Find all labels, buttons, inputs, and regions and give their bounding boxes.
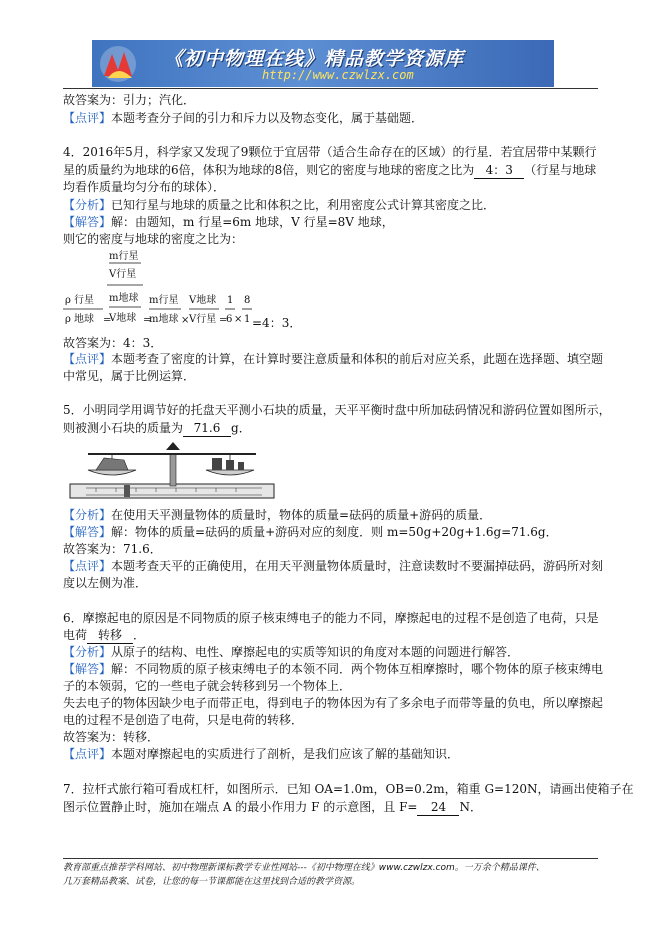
q7-answer-blank: 24 [417,799,459,816]
q6-text-2: 电荷 转移 ． [63,628,146,642]
svg-text:×: × [181,315,190,326]
svg-text:ρ 地球: ρ 地球 [65,314,95,325]
q5-solution: 【解答】解：物体的质量=砝码的质量+游码对应的刻度．则 m=50g+20g+1.6g=71.6g． [63,525,558,539]
q5-answer-blank: 71.6 [183,420,231,437]
q4-text-1: 4．2016年5月，科学家又发现了9颗位于宜居带（适合生命存在的区域）的行星．若宜居带中某颗行 [63,145,597,159]
q6-comment: 【点评】本题对摩擦起电的实质进行了剖析，是我们应该了解的基础知识． [63,747,460,761]
svg-text:m地球: m地球 [149,314,179,325]
solution-tag: 【解答】 [63,215,112,229]
q5-comment-1: 【点评】本题考查天平的正确使用，在用天平测量物体质量时，注意读数时不要漏掉砝码，游码所对刻 [63,559,604,573]
comment-tag: 【点评】 [63,747,112,761]
svg-text:m行星: m行星 [109,251,139,262]
comment-tag: 【点评】 [63,559,112,573]
comment-tag: 【点评】 [63,111,112,125]
q6-answer: 故答案为：转移． [63,730,160,744]
density-ratio-formula [63,247,263,337]
svg-text:V地球: V地球 [189,295,217,306]
q7-text-1: 7．拉杆式旅行箱可看成杠杆，如图所示．已知 OA=1.0m，OB=0.2m，箱重 G=120N，请画出使箱子在 [63,782,634,796]
comment-line: 【点评】本题考查分子间的引力和斥力以及物态变化，属于基础题． [63,111,424,125]
q4-text-3: 均看作质量均匀分布的球体）． [63,180,226,194]
balance-diagram [66,440,278,502]
q4-answer-blank: 4：3 [474,162,524,179]
q6-answer-blank: 转移 [87,627,133,644]
q4-comment-1: 【点评】本题考查了密度的计算，在计算时要注意质量和体积的前后对应关系，此题在选择题、填空题 [63,352,604,366]
footer-rule [63,858,598,859]
q6-solution-4: 电的过程不是创造了电荷，只是电荷的转移． [63,713,304,727]
formula-result: =4：3． [252,316,302,330]
q6-solution-3: 失去电子的物体因缺少电子而带正电，得到电子的物体因为有了多余电子而带等量的负电，所以摩擦起 [63,696,604,710]
q6-solution-2: 子的本领弱，它的一些电子就会转移到另一个物体上． [63,679,352,693]
svg-text:8: 8 [244,295,251,306]
svg-text:=: = [143,315,152,326]
svg-text:V行星: V行星 [109,269,137,280]
svg-text:1: 1 [244,314,251,325]
solution-tag: 【解答】 [63,662,112,676]
analysis-tag: 【分析】 [63,508,112,522]
comment-tag: 【点评】 [63,352,112,366]
q5-answer: 故答案为：71.6． [63,542,162,556]
header-banner [92,40,554,87]
q7-text-2: 图示位置静止时，施加在端点 A 的最小作用力 F 的示意图，且 F= 24 N． [63,800,482,814]
svg-text:×: × [234,314,243,325]
banner-title: 《初中物理在线》精品教学资源库 [164,48,465,70]
q6-analysis: 【分析】从原子的结构、电性、摩擦起电的实质等知识的角度对本题的问题进行解答． [63,645,520,659]
svg-text:ρ 行星: ρ 行星 [65,295,95,306]
q5-text-1: 5．小明同学用调节好的托盘天平测小石块的质量，天平平衡时盘中所加砝码情况和游码位置如图所示， [63,403,611,417]
site-logo-icon [98,44,138,84]
analysis-tag: 【分析】 [63,198,112,212]
q5-text-2: 则被测小石块的质量为 71.6 g． [63,421,251,435]
q4-analysis: 【分析】已知行星与地球的质量之比和体积之比，利用密度公式计算其密度之比． [63,198,496,212]
q5-analysis: 【分析】在使用天平测量物体的质量时，物体的质量=砝码的质量+游码的质量． [63,508,492,522]
q4-comment-2: 中常见，属于比例运算． [63,369,196,383]
q5-comment-2: 度以左侧为准． [63,576,148,590]
header-rule [63,88,598,89]
svg-text:V地球: V地球 [109,313,137,324]
q4-solution: 【解答】解：由题知，m 行星=6m 地球，V 行星=8V 地球， [63,215,394,229]
solution-tag: 【解答】 [63,525,112,539]
footer-line-1: 教育部重点推荐学科网站、初中物理新课标教学专业性网站---《初中物理在线》www.czwlzx.com。一万余个精品课件、 [63,863,545,873]
footer-line-2: 几万套精品教案、试卷，让您的每一节课都能在这里找到合适的教学资源。 [63,877,361,887]
svg-text:=: = [219,315,228,326]
svg-text:V行星: V行星 [189,314,217,325]
svg-text:6: 6 [226,314,233,325]
svg-text:m地球: m地球 [109,293,139,304]
svg-text:m行星: m行星 [149,295,179,306]
svg-text:1: 1 [227,295,234,306]
banner-url[interactable]: http://www.czwlzx.com [262,68,414,82]
q4-solution-2: 则它的密度与地球的密度之比为： [63,232,244,246]
q4-text-2: 星的质量约为地球的6倍，体积为地球的8倍，则它的密度与地球的密度之比为 4：3 （行星与地球 [63,163,597,177]
q6-solution-1: 【解答】解：不同物质的原子核束缚电子的本领不同．两个物体互相摩擦时，哪个物体的原子核束缚电 [63,662,604,676]
q6-text-1: 6．摩擦起电的原因是不同物质的原子核束缚电子的能力不同，摩擦起电的过程不是创造了电荷，只是 [63,611,599,625]
q4-answer: 故答案为：4：3． [63,336,163,350]
analysis-tag: 【分析】 [63,645,112,659]
svg-text:=: = [103,315,112,326]
answer-line: 故答案为：引力；汽化． [63,93,196,107]
